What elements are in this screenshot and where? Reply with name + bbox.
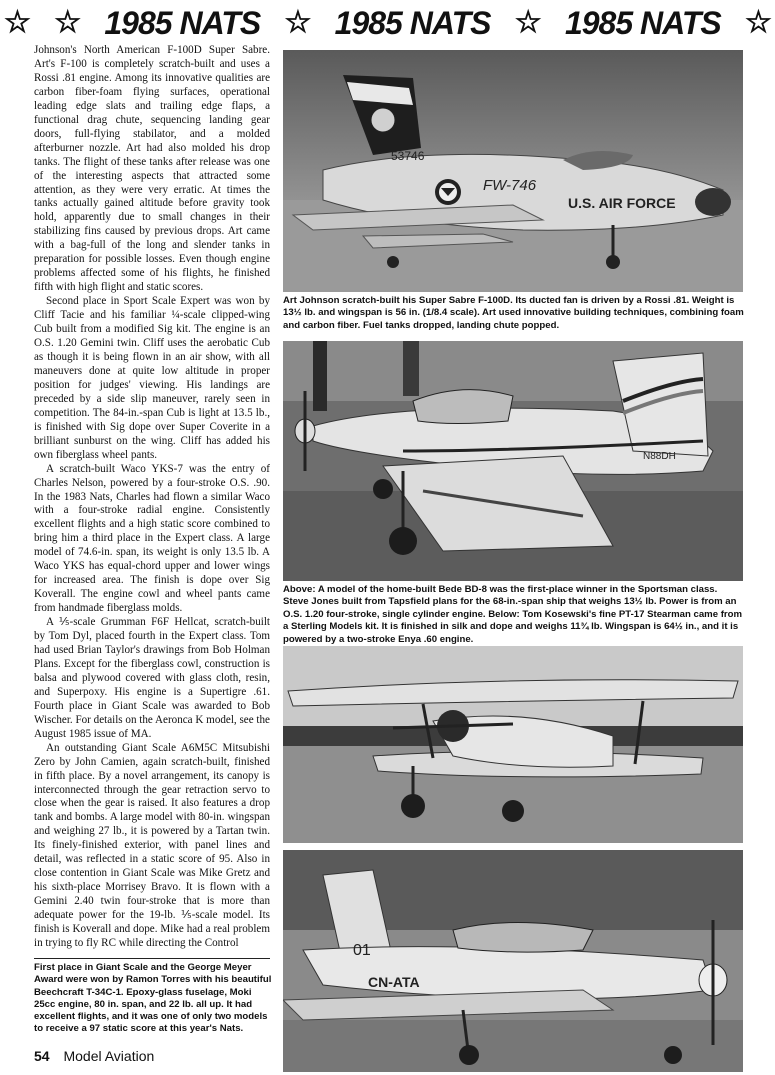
caption-divider <box>34 958 270 959</box>
star-icon: ☆ <box>54 6 81 39</box>
article-paragraph: A ⅕-scale Grumman F6F Hellcat, scratch-built by Tom Dyl, placed fourth in the Expert class. Tom had used Brian Taylor's drawings from Bob Holman Plans. Except for the fiberglass cowl, construction is balsa and plywood covered with glass cloth, resin, and Superpoxy. His engine is a Supertigre .61. Fourth place in Giant Scale was awarded to Bob Wischer. For details on the Aeronca K model, see the August 1985 issue of MA. <box>34 616 270 740</box>
star-icon: ☆ <box>745 6 771 39</box>
f100-photo-image <box>283 50 743 292</box>
article-body <box>34 44 270 959</box>
magazine-name: Model Aviation <box>63 1048 155 1064</box>
article-paragraph: A scratch-built Waco YKS-7 was the entry of Charles Nelson, powered by a four-stroke O.S. .90. In the 1983 Nats, Charles had flown a similar Waco with a four-stroke radial engine. Consistently excellent flights and a high static score combined to bring him a third place in the Expert class. A large model of 74.6-in. span, its weight is only 13.5 lb. A Waco YKS has equal-chord upper and lower wings for increased area. The finish is dope over Sig Koverall. The engine cowl and wheel pants came from handmade fiberglass molds. <box>34 462 270 615</box>
article-paragraph: Second place in Sport Scale Expert was won by Cliff Tacie and his familiar ¼-scale clipped-wing Cub built from a modified Sig kit. The engine is an O.S. 1.20 Gemini twin. Cliff uses the aerobatic Cub as though it is being flown in an air show, with all maneuvers done at quite low altitude in proper position for judges' viewing. His landings are preceded by a side slip maneuver, rarely seen in competition. The 84-in.-span Cub is light at 13.5 lb., is finished with Sig dope over Super Coverite in a brilliant sunburst on the wing. Cliff has added his own fiberglass wheel pants. <box>34 295 270 461</box>
stearman-photo-image <box>283 646 743 843</box>
article-paragraph: Johnson's North American F-100D Super Sabre. Art's F-100 is completely scratch-built and uses a Rossi .81 engine. Among its innovative qualities are carbon fiber-foam flying surfaces, operational leading edge slats and trailing edge flaps, a functional drag chute, sequencing landing gear doors, full-flying stabilator, and a molded afterburner nozzle. Art had also molded his drop tanks. The flight of these tanks after release was one of the interesting aspects that attracted some attention, as they were very erratic. At times the tanks actually gained altitude before gravity took hold, apparently due to small changes in their stabilizing fins caused by previous drops. Art came with a bag-full of the long and slender tanks in preparation for possible losses. Even though engine problems affected some of his flights, he finished fifth with high flight and static scores. <box>34 44 270 294</box>
photo-bede-bd8 <box>283 341 743 581</box>
f100-tail-number: 53746 <box>391 149 425 163</box>
caption-bede-stearman: Above: A model of the home-built Bede BD-8 was the first-place winner in the Sportsman class. Steve Jones built from Tapsfield plans for the 68-in.-span ship that weighs 13½ lb. Power is from an O.S. 1.20 four-stroke, single cylinder engine. Below: Tom Kosewski's fine PT-17 Stearman came from a Sterling Models kit. It is finished in silk and dope and weighs 11¾ lb. Wingspan is 64½ in., and it is powered by a two-stroke Enya .60 engine. <box>283 584 743 645</box>
banner-title: 1985 NATS <box>104 5 261 41</box>
article-paragraph: An outstanding Giant Scale A6M5C Mitsubishi Zero by John Camien, again scratch-built, finished in fifth place. By a novel arrangement, its canopy is interconnected through the gear retraction servo to close when the gear is raised. It also features a drop tank and bombs. A large model with 80-in. wingspan and weighing 27 lb., it is powered by a Tartan twin. Its finely-finished exterior, with panel lines and detail, was reflected in a static score of 95. Also in close contention in Giant Scale was Mike Gretz and his sixth-place Morrisey Bravo. It is flown with a Gemini 2.40 twin four-stroke that is more than adequate power for the 19-lb. ⅕-scale model. Its finish is Koverall and dope. Mike had a real problem in trying to fly RC while directing the Control <box>34 741 270 949</box>
beech-tail-number: 01 <box>353 942 371 959</box>
page-number: 54 <box>34 1048 50 1064</box>
banner-title: 1985 NATS <box>564 5 721 41</box>
caption-f100: Art Johnson scratch-built his Super Sabre F-100D. Its ducted fan is driven by a Rossi .81. Weight is 13½ lb. and wingspan is 56 in. (1/8.4 scale). Art used innovative building techniques, combining foam and carbon fiber. Fuel tanks dropped, landing chute popped. <box>283 295 744 331</box>
star-icon: ☆ <box>4 6 30 39</box>
header-banner <box>0 4 775 42</box>
beechcraft-photo-image <box>283 850 743 1072</box>
f100-buzz-number: FW-746 <box>483 177 537 194</box>
f100-fuselage-text: U.S. AIR FORCE <box>568 195 676 211</box>
bede-registration: N88DH <box>643 451 676 462</box>
photo-stearman <box>283 646 743 843</box>
star-icon: ☆ <box>514 6 541 39</box>
photo-beechcraft <box>283 850 743 1072</box>
star-icon: ☆ <box>284 6 311 39</box>
beech-registration: CN-ATA <box>368 974 420 990</box>
page-footer <box>34 1046 154 1066</box>
banner-title: 1985 NATS <box>334 5 491 41</box>
bede-photo-image <box>283 341 743 581</box>
caption-beechcraft: First place in Giant Scale and the George Meyer Award were won by Ramon Torres with his beautiful Beechcraft T-34C-1. Epoxy-glass fuselage, Moki 25cc engine, 80 in. span, and 22 lb. all up. It had excellent flights, and it was one of only two models to receive a 97 static score at this year's Nats. <box>34 962 272 1035</box>
photo-f100 <box>283 50 743 292</box>
